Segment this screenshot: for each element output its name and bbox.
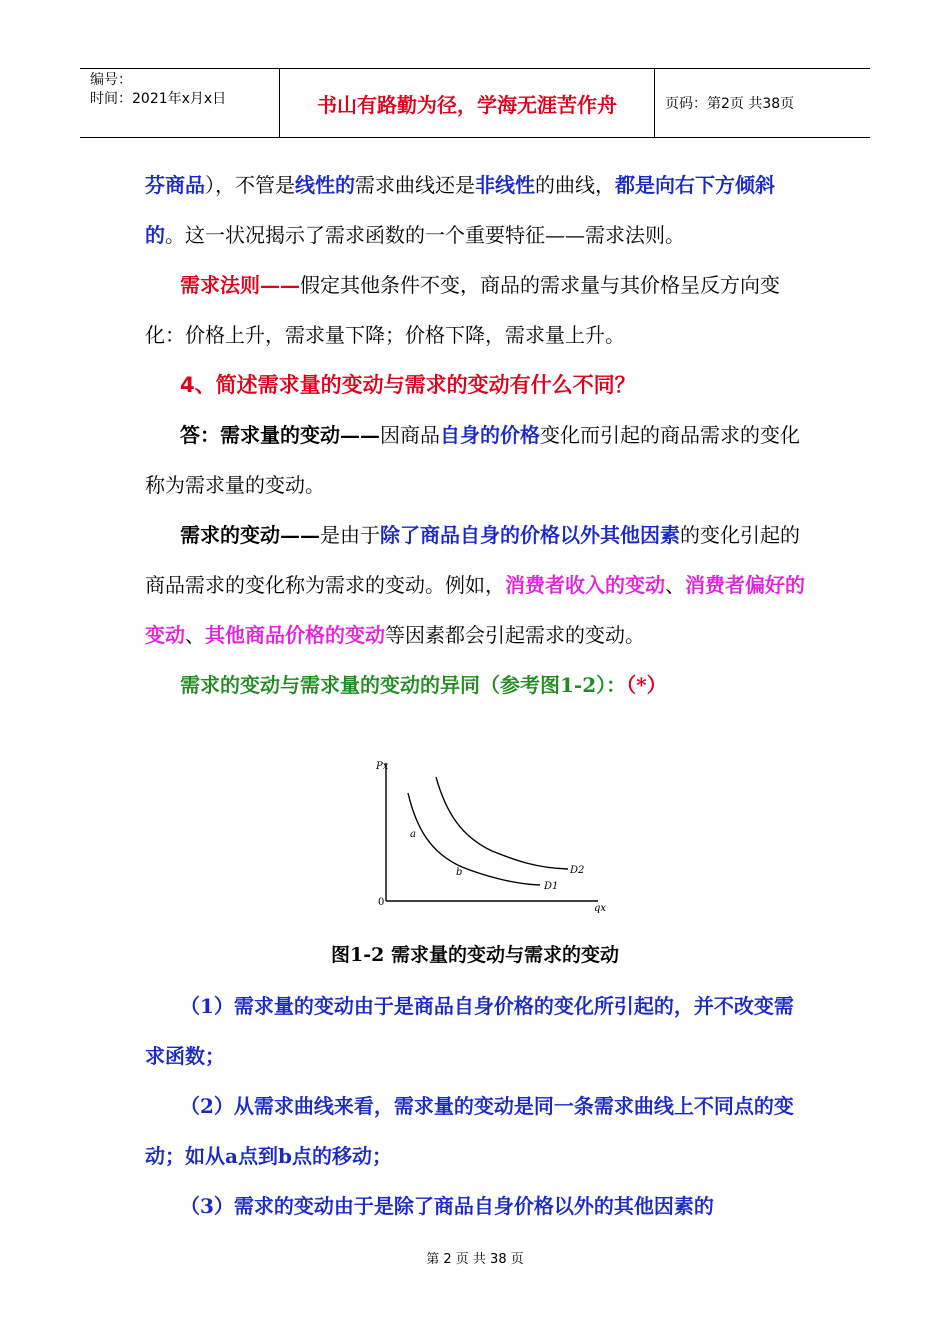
curve-d1	[408, 793, 540, 885]
list-item: （1）需求量的变动由于是商品自身价格的变化所引起的，并不改变需求函数；	[145, 994, 794, 1068]
paragraph-demand-law	[145, 260, 807, 360]
curve-d1-label: D1	[544, 881, 559, 892]
text-span: （*）	[626, 673, 667, 697]
list-item: （3）需求的变动由于是除了商品自身价格以外的其他因素的	[180, 1194, 714, 1218]
text-span: 需求法则——	[180, 273, 300, 297]
paragraph-demand-change	[145, 510, 807, 660]
text-span: 。这一状况揭示了需求函数的一个重要特征——需求法则。	[165, 223, 685, 247]
text-span: 都是向右下方倾斜的	[145, 173, 775, 247]
text-span: 非线性	[475, 173, 535, 197]
text-span: 需求的变动——	[180, 523, 320, 547]
x-axis-label: qx	[594, 903, 607, 914]
page-header	[80, 68, 870, 138]
point-b-label: b	[456, 867, 463, 878]
figure-caption: 图1-2 需求量的变动与需求的变动	[331, 944, 619, 966]
text-span: 其他商品价格的变动	[205, 623, 385, 647]
text-span: 、	[185, 623, 205, 647]
text-span: 消费者偏好的变动	[145, 573, 805, 647]
text-span: 等因素都会引起需求的变动。	[385, 623, 645, 647]
text-span: 除了商品自身的价格以外其他因素	[380, 523, 680, 547]
page-footer: 第 2 页 共 38 页	[426, 1252, 524, 1267]
number-label: 编号：	[90, 72, 132, 88]
text-span: 是由于	[320, 523, 380, 547]
paragraph-comparison-intro	[145, 660, 807, 710]
text-span: 需求曲线还是	[355, 173, 475, 197]
curve-d2-label: D2	[570, 865, 585, 876]
header-page-info: 页码：第2页 共38页	[665, 96, 795, 112]
text-span: 消费者收入的变动	[505, 573, 665, 597]
curve-d2	[436, 777, 568, 869]
text-span: 、	[665, 573, 685, 597]
text-span: 自身的价格	[440, 423, 540, 447]
paragraph-demand-slope	[145, 160, 807, 260]
header-motto: 书山有路勤为径，学海无涯苦作舟	[280, 69, 655, 137]
text-span: 答：需求量的变动——	[180, 423, 380, 447]
text-span: ），不管是	[205, 173, 295, 197]
text-span: 芬商品	[145, 173, 205, 197]
text-span: 变化而引起的商品需求的变化称为需求量的变动。	[145, 423, 800, 497]
time-label: 时间：2021年x月x日	[90, 91, 227, 107]
section-heading-4: 4、简述需求量的变动与需求的变动有什么不同？	[180, 373, 636, 397]
text-span: 因商品	[380, 423, 440, 447]
main-content	[145, 160, 807, 710]
text-span: 假定其他条件不变，商品的需求量与其价格呈反方向变化：价格上升，需求量下降；价格下降，需求量上升。	[145, 273, 780, 347]
origin-label: 0	[378, 897, 385, 908]
y-axis-label: Px	[376, 761, 389, 772]
text-span: 线性的	[295, 173, 355, 197]
text-span: 的曲线，	[535, 173, 615, 197]
paragraph-quantity-change	[145, 410, 807, 510]
text-span: 的变化引起的商品需求的变化称为需求的变动。例如，	[145, 523, 800, 597]
text-span: 需求的变动与需求量的变动的异同（参考图1-2）：	[180, 673, 627, 697]
comparison-list	[145, 981, 807, 1231]
point-a-label: a	[410, 829, 416, 840]
header-meta	[80, 69, 280, 137]
demand-curve-figure	[372, 755, 612, 915]
list-item: （2）从需求曲线来看，需求量的变动是同一条需求曲线上不同点的变动；如从a点到b点的移动；	[145, 1094, 794, 1168]
